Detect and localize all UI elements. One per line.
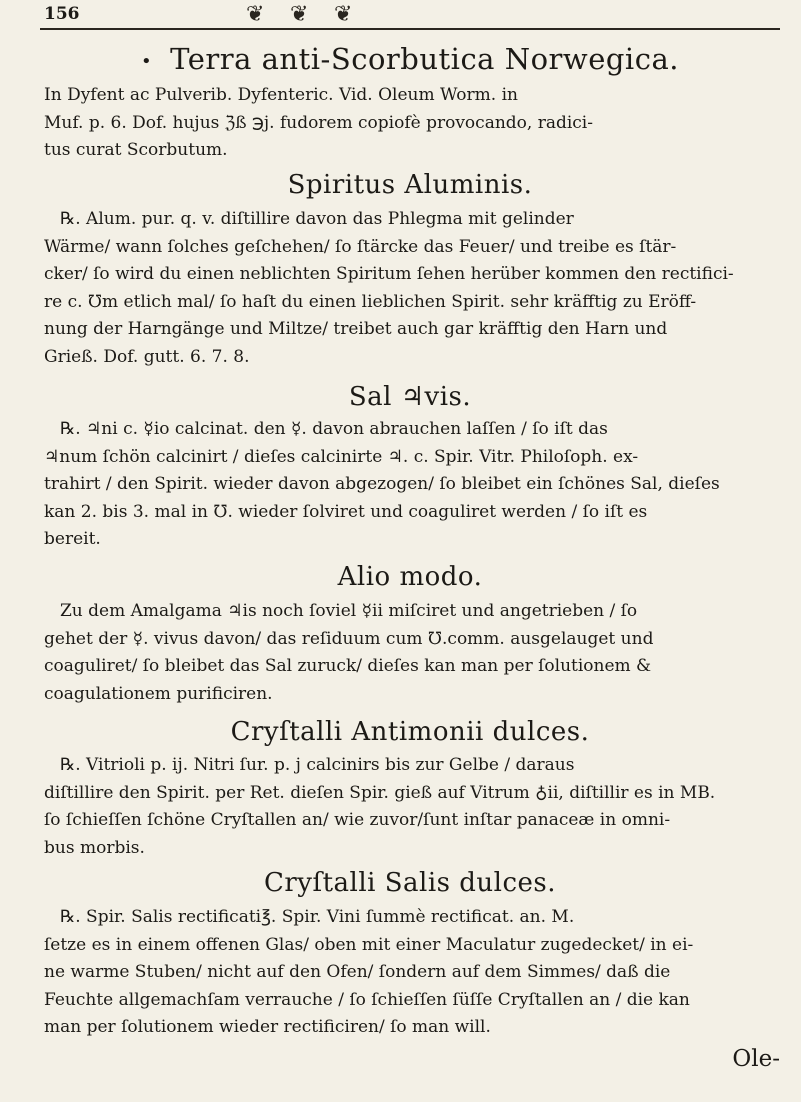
text-line: Wärme/ wann ſolches geſchehen/ ſo ſtärcke das Feuer/ und treibe es ſtär- <box>44 236 677 257</box>
text-line: ne warme Stuben/ nicht auf den Ofen/ ſondern auf dem Simmes/ daß die <box>44 962 671 982</box>
section-paragraph <box>44 752 780 862</box>
text-line: bus morbis. <box>44 837 145 858</box>
section-title <box>60 42 760 76</box>
text-line: bereit. <box>44 529 101 549</box>
text-line: ♃num ſchön calcinirt / dieſes calcinirte ♃. c. Spir. Vitr. Philoſoph. ex- <box>44 446 639 467</box>
title-text: Terra anti-Scorbutica Norwegica. <box>170 42 679 76</box>
text-line: Grieß. Dof. gutt. 6. 7. 8. <box>44 346 250 367</box>
page-number: 156 <box>44 4 80 24</box>
text-line: trahirt / den Spirit. wieder davon abgezogen/ ſo bleibet ein ſchönes Sal, dieſes <box>44 474 720 494</box>
section-heading: Cryſtalli Antimonii dulces. <box>230 717 590 747</box>
section-heading: Spiritus Aluminis. <box>287 170 533 200</box>
section-paragraph <box>44 904 780 1042</box>
text-line: ℞. Spir. Salis rectificati℥. Spir. Vini ſummè rectificat. an. M. <box>60 907 575 927</box>
section-paragraph <box>44 206 780 371</box>
text-line: ſetze es in einem offenen Glas/ oben mit einer Maculatur zugedecket/ in ei- <box>44 934 694 955</box>
ornament-icon: ❦ <box>290 2 309 27</box>
text-line: man per ſolutionem wieder rectificiren/ ſo man will. <box>44 1017 491 1037</box>
section-paragraph <box>44 416 780 554</box>
catchword: Ole- <box>732 1046 780 1072</box>
text-line: cker/ ſo wird du einen neblichten Spiritum ſehen herüber kommen den rectifici- <box>44 264 734 284</box>
text-line: ℞. Vitrioli p. ij. Nitri ſur. p. j calcinirs bis zur Gelbe / daraus <box>60 755 575 775</box>
text-line: kan 2. bis 3. mal in ℧. wieder ſolviret und coaguliret werden / ſo iſt es <box>44 501 648 522</box>
text-line: diſtillire den Spirit. per Ret. dieſen Spir. gieß auf Vitrum ♁ii, diſtillir es in MB. <box>44 782 716 803</box>
text-line: coaguliret/ ſo bleibet das Sal zuruck/ dieſes kan man per ſolutionem & <box>44 656 652 676</box>
text-line: ℞. ♃ni c. ☿io calcinat. den ☿. davon abrauchen laſſen / ſo iſt das <box>60 419 608 439</box>
text-line: gehet der ☿. vivus davon/ das reſiduum cum ℧.comm. ausgelauget und <box>44 628 654 649</box>
text-line: Muf. p. 6. Dof. hujus ℨß ℈j. fudorem copiofè provocando, radici- <box>44 112 593 133</box>
bullet-icon: • <box>141 50 153 72</box>
header-rule <box>40 28 780 30</box>
section-heading: Alio modo. <box>337 562 483 592</box>
ornament-icon: ❦ <box>334 2 353 27</box>
text-line: ℞. Alum. pur. q. v. diſtillire davon das Phlegma mit gelinder <box>60 209 574 229</box>
section-heading: Sal ♃vis. <box>348 382 472 412</box>
text-line: Zu dem Amalgama ♃is noch ſoviel ☿ii miſciret und angetrieben / ſo <box>60 601 638 621</box>
text-line: In Dyfent ac Pulverib. Dyfenteric. Vid. Oleum Worm. in <box>44 85 518 105</box>
text-line: ſo ſchieſſen ſchöne Cryſtallen an/ wie zuvor/ſunt inſtar panaceæ in omni- <box>44 810 671 830</box>
text-line: re c. ℧m etlich mal/ ſo haſt du einen lieblichen Spirit. sehr kräfftig zu Eröff- <box>44 291 697 312</box>
text-line: tus curat Scorbutum. <box>44 140 228 160</box>
intro-paragraph <box>44 82 780 165</box>
ornament-icon: ❦ <box>246 2 265 27</box>
section-paragraph <box>44 598 780 708</box>
section-heading: Cryſtalli Salis dulces. <box>263 868 557 898</box>
text-line: coagulationem purificiren. <box>44 683 273 704</box>
text-line: nung der Harngänge und Miltze/ treibet auch gar kräfftig den Harn und <box>44 319 668 339</box>
text-line: Feuchte allgemachſam verrauche / ſo ſchieſſen ſüſſe Cryſtallen an / die kan <box>44 989 690 1010</box>
